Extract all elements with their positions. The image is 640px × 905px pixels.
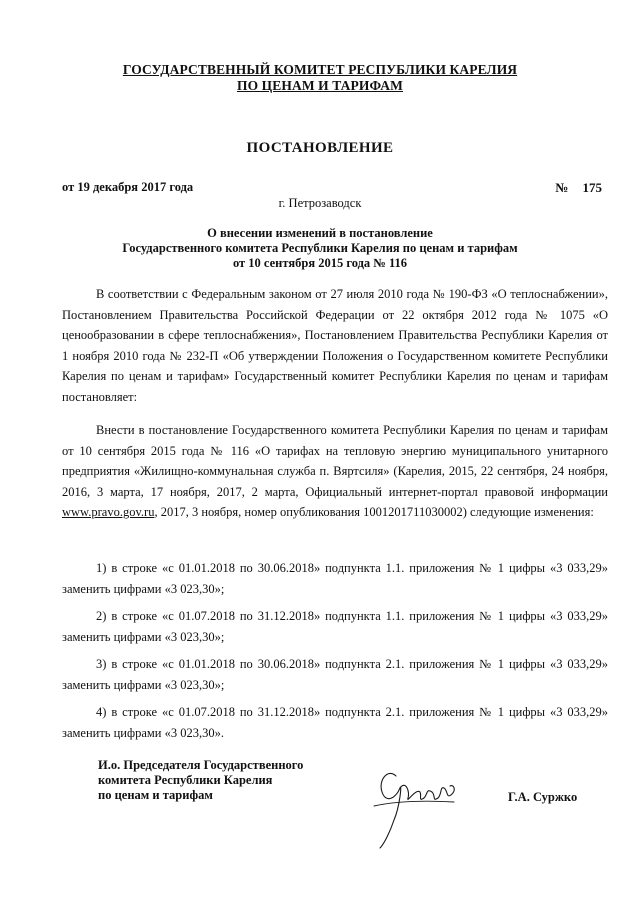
subject-line-1: О внесении изменений в постановление bbox=[207, 226, 433, 240]
document-date: от 19 декабря 2017 года bbox=[62, 180, 194, 194]
paragraph-1 bbox=[62, 284, 608, 407]
city: г. Петрозаводск bbox=[278, 196, 362, 210]
header-line-2: ПО ЦЕНАМ И ТАРИФАМ bbox=[237, 78, 403, 93]
changes-list bbox=[62, 558, 608, 750]
subject-line-3: от 10 сентября 2015 года № 116 bbox=[232, 256, 408, 270]
handwritten-signature bbox=[366, 758, 462, 850]
paragraph-2-text bbox=[62, 420, 608, 523]
document-subject bbox=[0, 226, 640, 271]
number-sign: № bbox=[555, 180, 569, 195]
paragraph-1-text: В соответствии с Федеральным законом от 27 июля 2010 года № 190-ФЗ «О теплоснабжении», Постановлением Правительства Российской Федерации от 22 октября 2012 года № 1075 «О ценообразовании в сфере теплоснабжения», Постановлением Правительства Республики Карелия от 1 ноября 2010 года № 232-П «Об утверждении Положения о Государственном комитете Республики Карелия по ценам и тарифам» Государственный комитет Республики Карелия по ценам и тарифам постановляет: bbox=[62, 287, 608, 404]
document-number bbox=[555, 180, 602, 196]
signatory-line-2: комитета Республики Карелия bbox=[98, 773, 273, 787]
paragraph-2 bbox=[62, 420, 608, 523]
list-item: 1) в строке «с 01.01.2018 по 30.06.2018» подпункта 1.1. приложения № 1 цифры «3 033,29» заменить цифрами «3 023,30»; bbox=[62, 561, 608, 596]
list-item: 3) в строке «с 01.01.2018 по 30.06.2018» подпункта 2.1. приложения № 1 цифры «3 033,29» заменить цифрами «3 023,30»; bbox=[62, 657, 608, 692]
number-value: 175 bbox=[582, 180, 602, 195]
list-item: 2) в строке «с 01.07.2018 по 31.12.2018» подпункта 1.1. приложения № 1 цифры «3 033,29» заменить цифрами «3 023,30»; bbox=[62, 609, 608, 644]
document-type: ПОСТАНОВЛЕНИЕ bbox=[246, 140, 394, 156]
paragraph-2-start: Внести в постановление Государственного комитета Республики Карелия по ценам и тарифам от 10 сентября 2015 года № 116 «О тарифах на тепловую энергию муниципального унитарного предприятия «Жилищно-коммунальная служба п. Вяртсиля» (Карелия, 2015, 22 сентября, 24 ноября, 2016, 3 марта, 17 ноября, 2017, 2 марта, Официальный интернет-портал правовой информации bbox=[62, 423, 608, 499]
subject-line-2: Государственного комитета Республики Карелия по ценам и тарифам bbox=[122, 241, 518, 255]
pravo-link[interactable]: www.pravo.gov.ru bbox=[62, 505, 155, 519]
list-item: 4) в строке «с 01.07.2018 по 31.12.2018» подпункта 2.1. приложения № 1 цифры «3 033,29» заменить цифрами «3 023,30». bbox=[62, 705, 608, 740]
header-line-1: ГОСУДАРСТВЕННЫЙ КОМИТЕТ РЕСПУБЛИКИ КАРЕЛИЯ bbox=[122, 62, 518, 77]
signatory-name: Г.А. Суржко bbox=[508, 790, 578, 804]
paragraph-2-end: , 2017, 3 ноября, номер опубликования 1001201711030002) следующие изменения: bbox=[154, 505, 594, 519]
signatory-line-3: по ценам и тарифам bbox=[98, 788, 213, 802]
signatory-title bbox=[98, 758, 303, 803]
signatory-line-1: И.о. Председателя Государственного bbox=[98, 758, 304, 772]
